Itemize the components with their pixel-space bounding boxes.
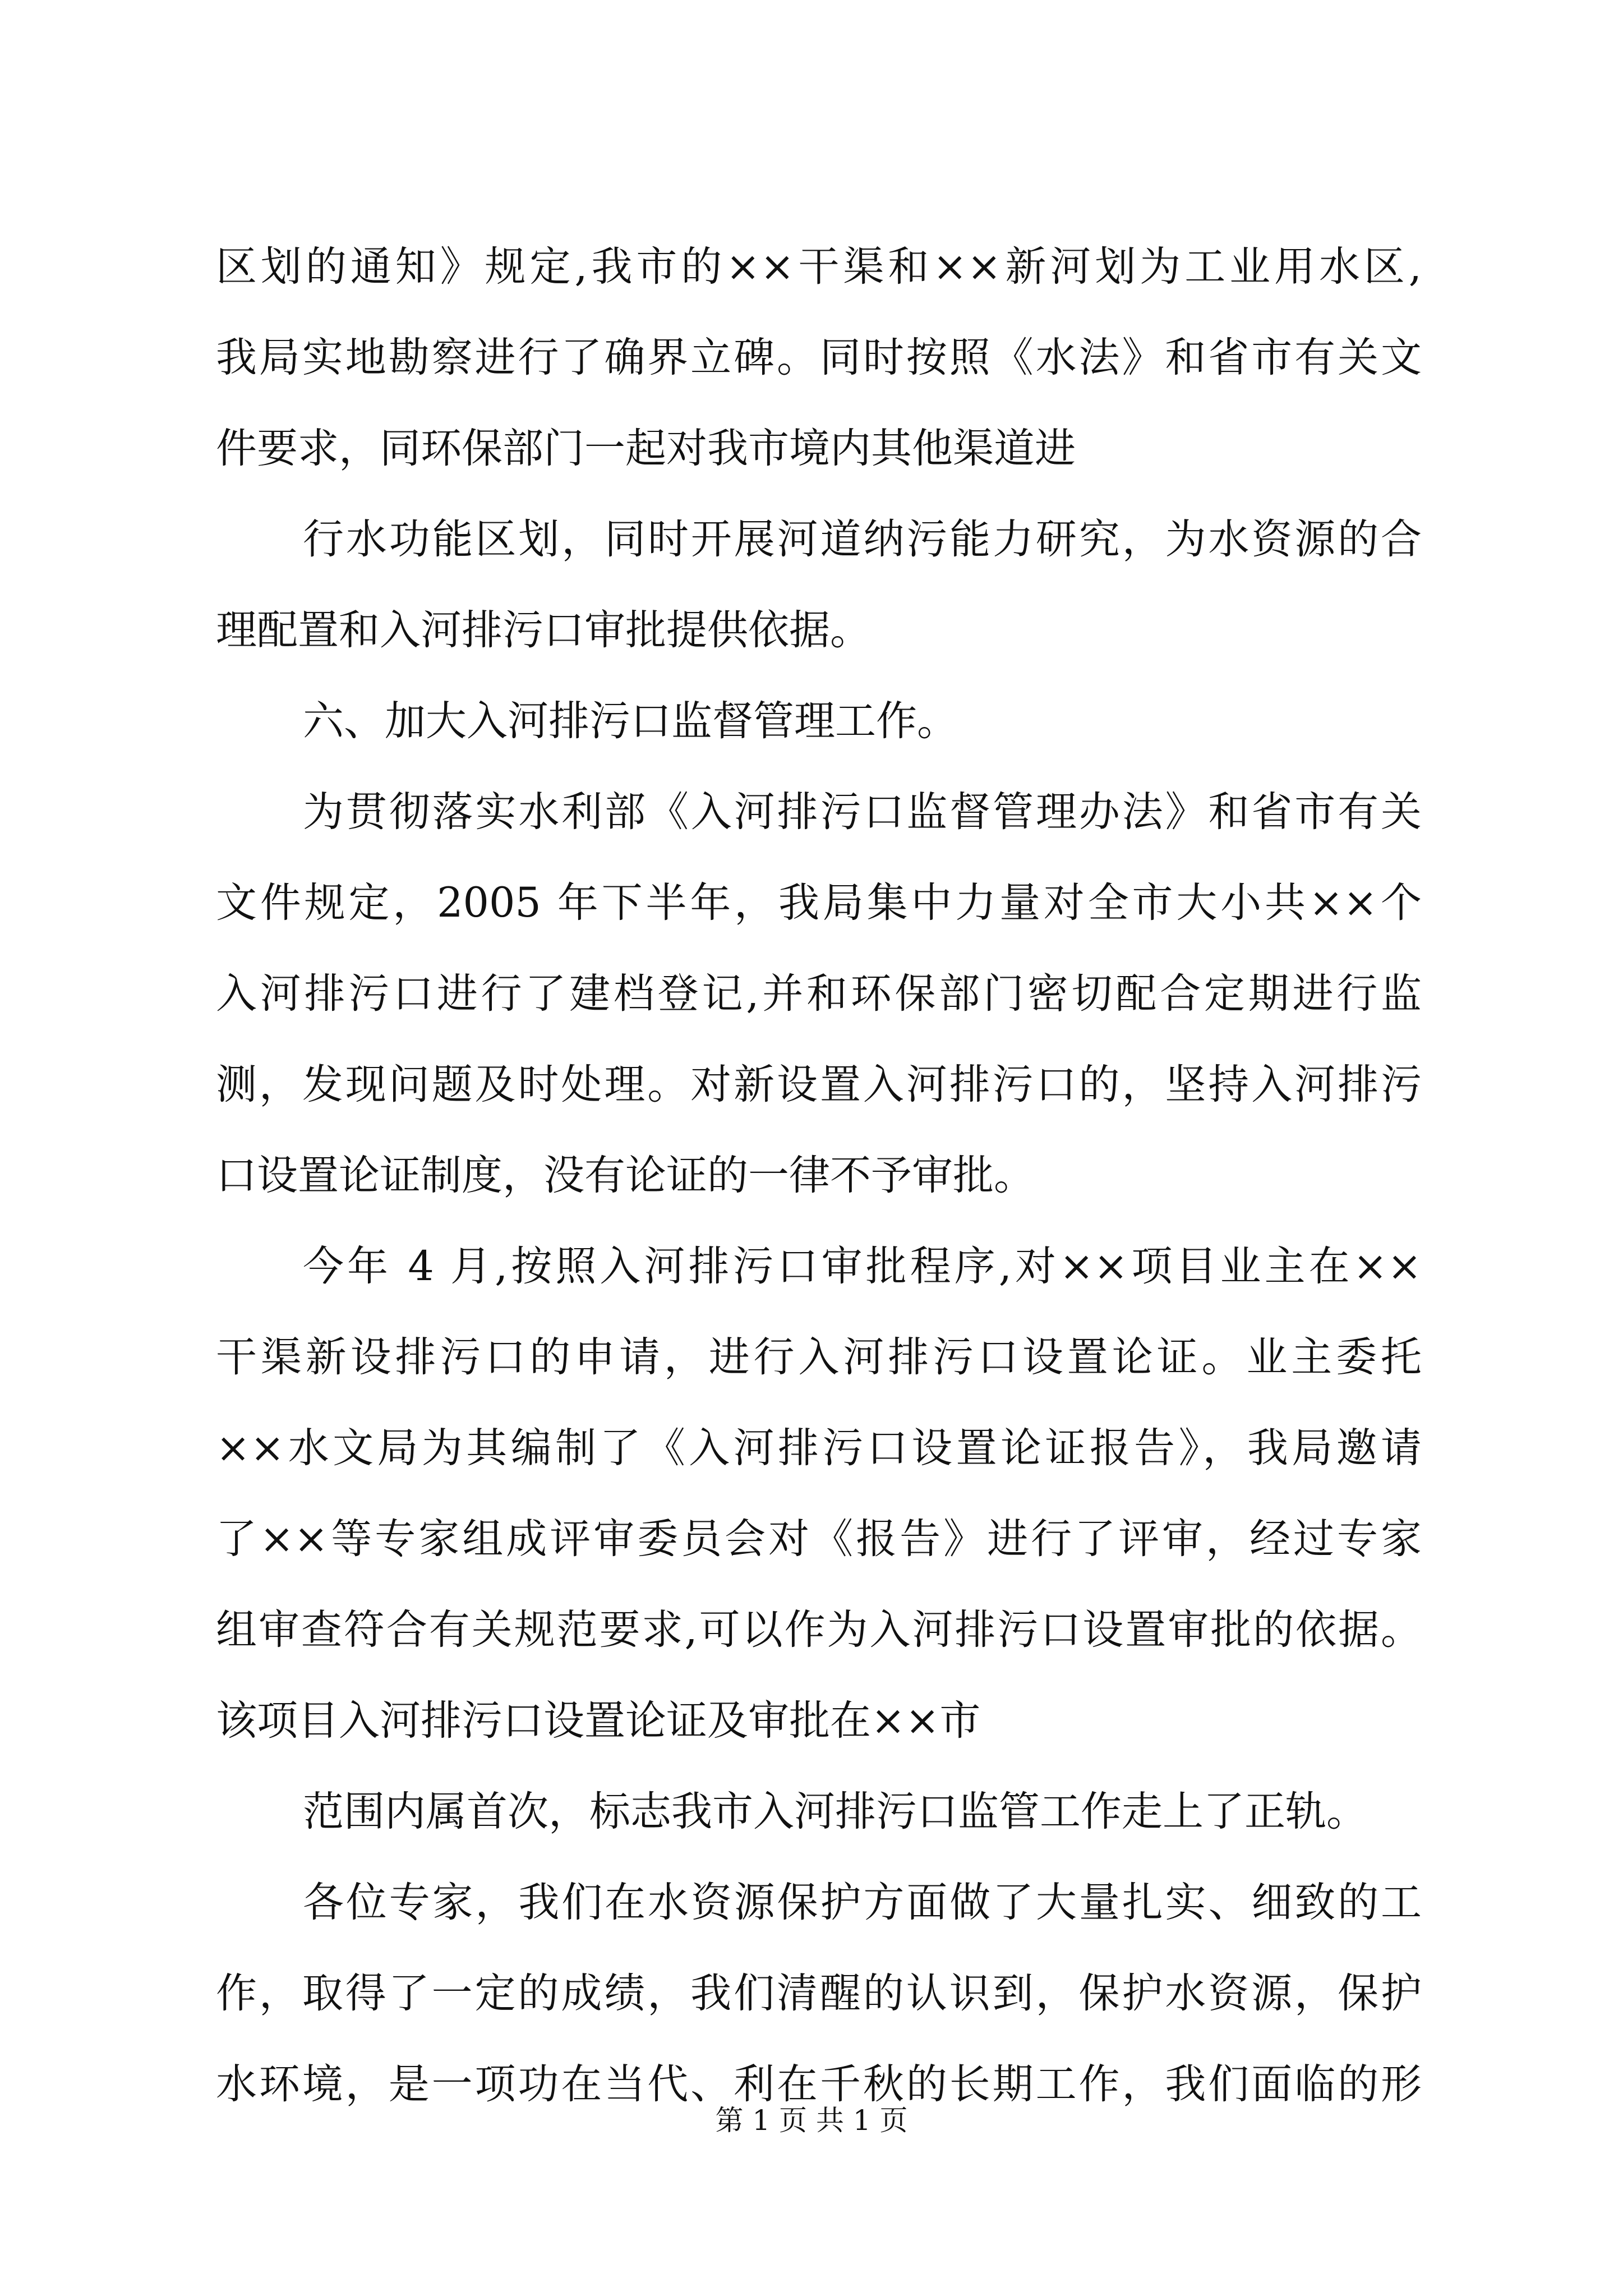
text-line-16: 组审查符合有关规范要求,可以作为入河排污口设置审批的依据。 — [216, 1606, 1422, 1654]
section-heading-6: 六、加大入河排污口监督管理工作。 — [303, 697, 958, 745]
text-line-11: 口设置论证制度，没有论证的一律不予审批。 — [216, 1152, 1035, 1199]
text-line-17: 该项目入河排污口设置论证及审批在××市 — [216, 1697, 981, 1745]
text-line-7: 为贯彻落实水利部《入河排污口监督管理办法》和省市有关 — [303, 788, 1422, 836]
text-line-4: 行水功能区划，同时开展河道纳污能力研究，为水资源的合 — [303, 516, 1422, 563]
text-line-18: 范围内属首次，标志我市入河排污口监管工作走上了正轨。 — [303, 1788, 1367, 1835]
text-line-20: 作，取得了一定的成绩，我们清醒的认识到，保护水资源，保护 — [216, 1970, 1422, 2017]
text-line-1: 区划的通知》规定,我市的××干渠和××新河划为工业用水区, — [216, 243, 1422, 291]
text-line-15: 了××等专家组成评审委员会对《报告》进行了评审，经过专家 — [216, 1515, 1422, 1563]
page-footer — [0, 2101, 1623, 2140]
document-body — [216, 222, 1422, 2130]
text-line-13: 干渠新设排污口的申请，进行入河排污口设置论证。业主委托 — [216, 1333, 1422, 1381]
page-number-label: 第 1 页 共 1 页 — [715, 2104, 908, 2137]
text-line-3: 件要求，同环保部门一起对我市境内其他渠道进 — [216, 425, 1076, 472]
text-line-8: 文件规定，2005 年下半年，我局集中力量对全市大小共××个 — [216, 879, 1422, 927]
text-line-9: 入河排污口进行了建档登记,并和环保部门密切配合定期进行监 — [216, 970, 1422, 1018]
text-line-10: 测，发现问题及时处理。对新设置入河排污口的，坚持入河排污 — [216, 1061, 1422, 1108]
text-line-19: 各位专家，我们在水资源保护方面做了大量扎实、细致的工 — [303, 1879, 1422, 1926]
text-line-21: 水环境，是一项功在当代、利在千秋的长期工作，我们面临的形 — [216, 2060, 1422, 2108]
text-line-2: 我局实地勘察进行了确界立碑。同时按照《水法》和省市有关文 — [216, 334, 1422, 381]
text-line-14: ××水文局为其编制了《入河排污口设置论证报告》，我局邀请 — [216, 1424, 1422, 1472]
text-line-5: 理配置和入河排污口审批提供依据。 — [216, 606, 871, 654]
text-line-12: 今年 4 月,按照入河排污口审批程序,对××项目业主在×× — [303, 1243, 1422, 1290]
